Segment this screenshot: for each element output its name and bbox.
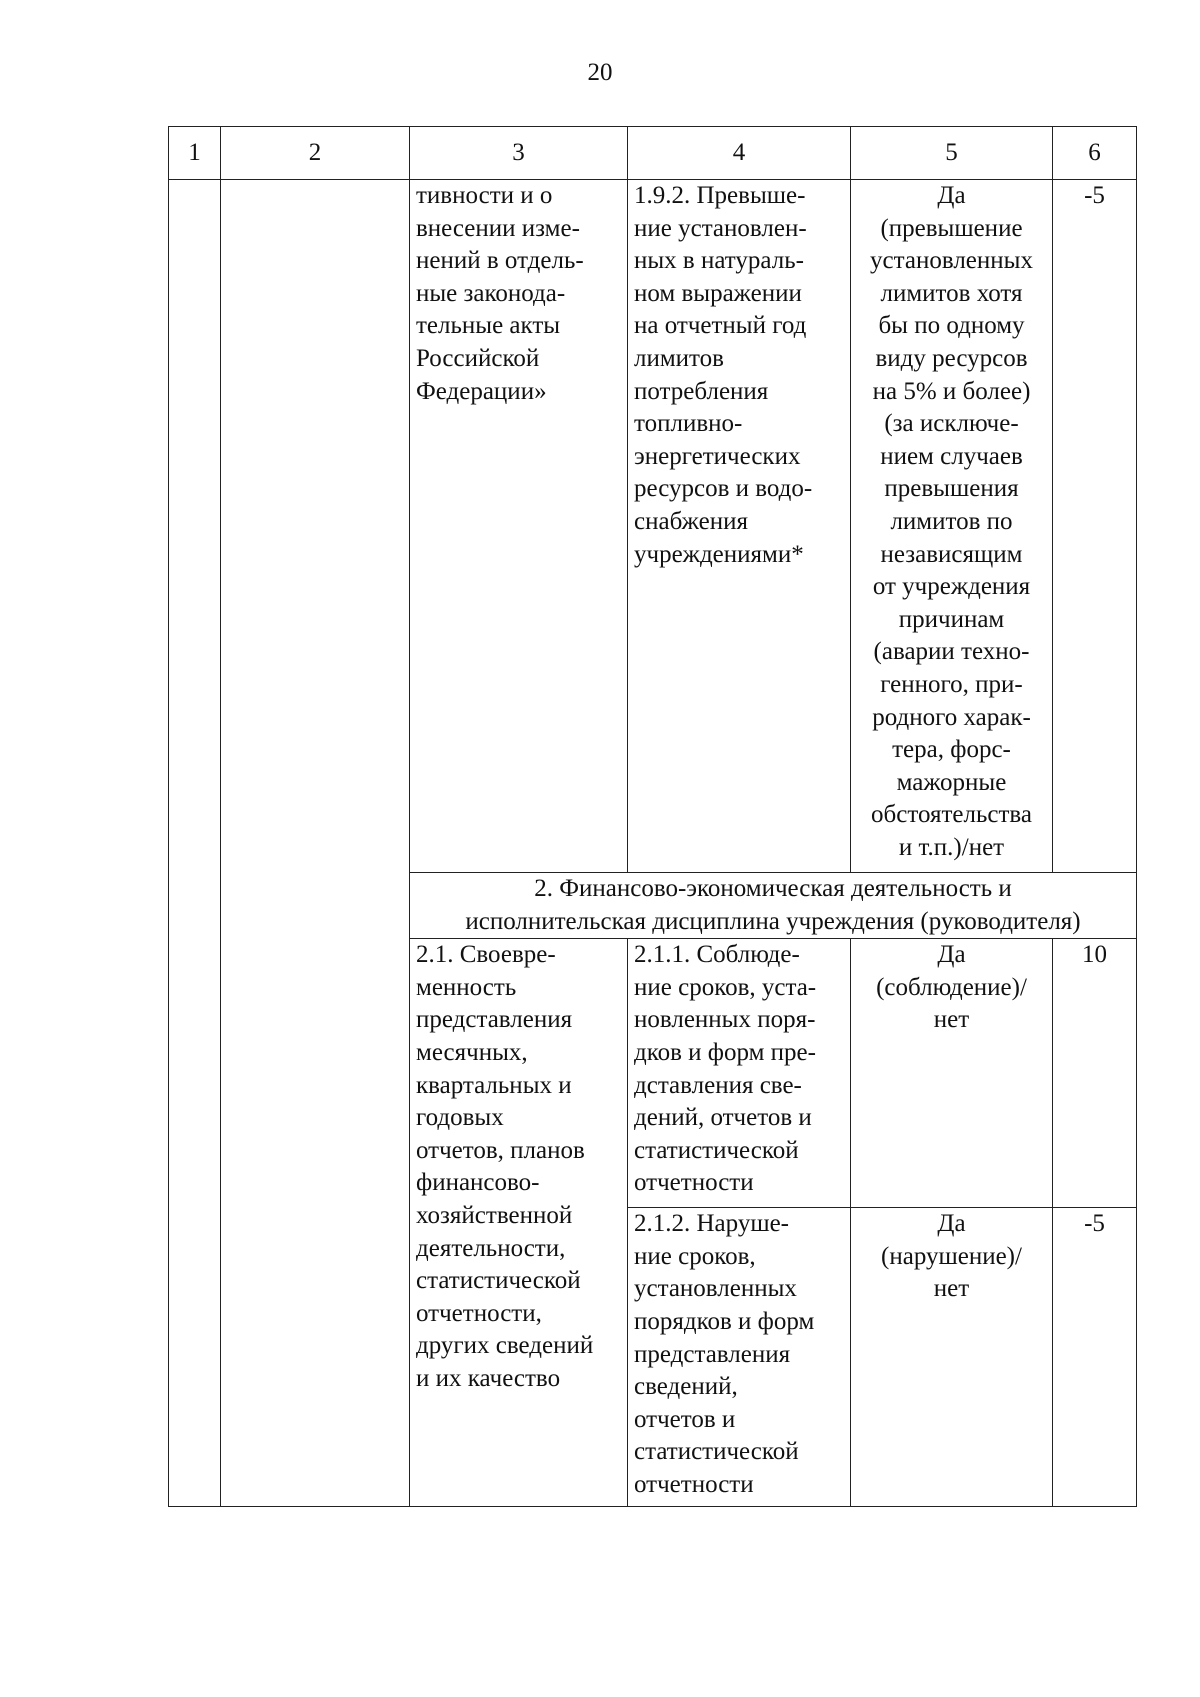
criterion-text: 2.1. Своевре- менность представления месячных, квартальных и годовых отчетов, планов финансово- хозяйственной деятельности, статистической отчетности, других сведений и их качество — [416, 941, 594, 1392]
table-header-row — [169, 127, 1137, 180]
condition-cell — [851, 180, 1053, 873]
section-heading-cell — [410, 873, 1137, 939]
section-heading: 2. Финансово-экономическая деятельность и исполнительская дисциплина учреждения (руководителя) — [465, 875, 1081, 935]
condition-text: Да (нарушение)/ нет — [881, 1210, 1022, 1303]
indicator-cell — [628, 1208, 851, 1507]
header-col-2: 2 — [221, 127, 410, 180]
score-value: -5 — [1084, 1210, 1105, 1238]
header-col-3: 3 — [410, 127, 628, 180]
condition-text: Да (соблюдение)/ нет — [876, 941, 1027, 1034]
indicator-text: 2.1.1. Соблюде- ние сроков, уста- новленных поря- дков и форм пре- дставления све- дений, отчетов и статистической отчетности — [634, 941, 817, 1197]
table-row — [169, 180, 1137, 873]
col-2-cell — [221, 180, 410, 1507]
score-cell — [1053, 939, 1137, 1208]
condition-cell — [851, 939, 1053, 1208]
score-value: -5 — [1084, 182, 1105, 209]
condition-cell — [851, 1208, 1053, 1507]
score-cell — [1053, 1208, 1137, 1507]
header-col-5: 5 — [851, 127, 1053, 180]
indicator-cell — [628, 939, 851, 1208]
criterion-text: тивности и о внесении изме- нений в отдель- ные законода- тельные акты Российской Федерации» — [416, 182, 584, 405]
header-col-4: 4 — [628, 127, 851, 180]
indicator-text: 1.9.2. Превыше- ние установлен- ных в натураль- ном выражении на отчетный год лимитов потребления топливно- энергетических ресурсов и водо- снабжения учреждениями* — [634, 182, 813, 568]
criteria-table — [168, 126, 1137, 1507]
header-col-1: 1 — [169, 127, 221, 180]
header-col-6: 6 — [1053, 127, 1137, 180]
indicator-text: 2.1.2. Наруше- ние сроков, установленных порядков и форм представления сведений, отчетов и статистической отчетности — [634, 1210, 815, 1498]
score-value: 10 — [1082, 941, 1107, 969]
criterion-text-cell — [410, 939, 628, 1507]
indicator-cell — [628, 180, 851, 873]
criterion-text-cell — [410, 180, 628, 873]
condition-text: Да (превышение установленных лимитов хотя бы по одному виду ресурсов на 5% и более) (за исключе- нием случаев превышения лимитов по независящим от учреждения причинам (аварии техно- генного, при- родного харак- тера, форс- мажорные обстоятельства и т.п.)/нет — [870, 182, 1033, 861]
col-1-cell — [169, 180, 221, 1507]
score-cell — [1053, 180, 1137, 873]
page-number: 20 — [587, 59, 613, 86]
